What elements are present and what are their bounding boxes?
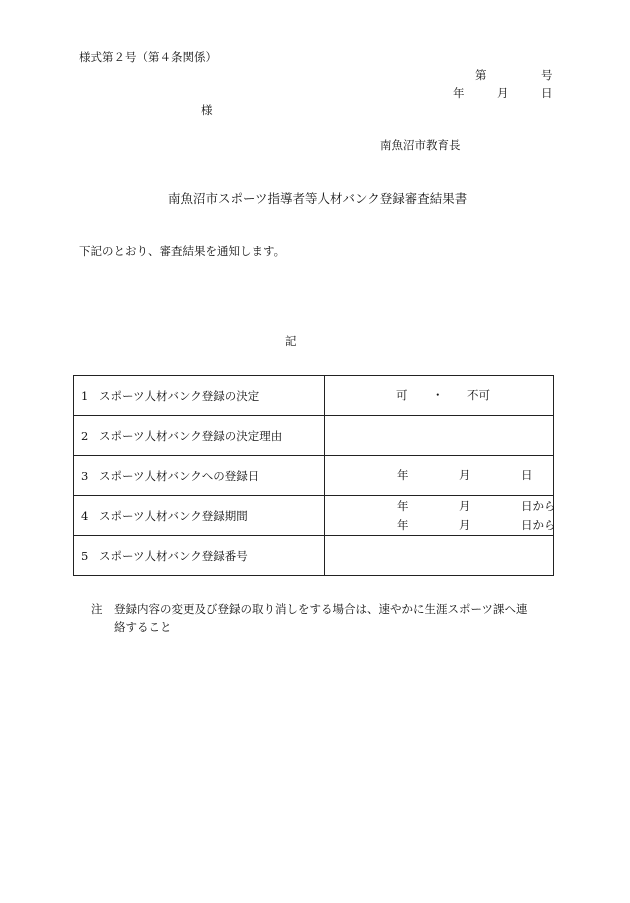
date-month: 月 bbox=[459, 468, 471, 482]
row-label: スポーツ人材バンク登録期間 bbox=[99, 508, 248, 523]
row-label-cell bbox=[74, 456, 325, 496]
note-line-2: 絡すること bbox=[114, 620, 172, 634]
period-end-month: 月 bbox=[459, 518, 471, 532]
row-label-cell bbox=[74, 416, 325, 456]
period-start-day: 日から bbox=[521, 499, 556, 513]
table-row bbox=[74, 496, 554, 536]
row-label-cell bbox=[74, 376, 325, 416]
table-row bbox=[74, 416, 554, 456]
date-year: 年 bbox=[397, 468, 409, 482]
document-title: 南魚沼市スポーツ指導者等人材バンク登録審査結果書 bbox=[168, 191, 468, 206]
decision-yes: 可 bbox=[396, 388, 408, 402]
row-number: 1 bbox=[81, 388, 89, 403]
row-label: スポーツ人材バンク登録の決定理由 bbox=[99, 428, 283, 443]
period-end-year: 年 bbox=[397, 518, 409, 532]
row-number: 4 bbox=[81, 508, 89, 523]
ki-heading: 記 bbox=[285, 334, 297, 348]
result-table bbox=[73, 375, 554, 576]
doc-number-prefix: 第 bbox=[475, 68, 487, 82]
note-line-1: 登録内容の変更及び登録の取り消しをする場合は、速やかに生涯スポーツ課へ連 bbox=[114, 602, 528, 616]
period-start-month: 月 bbox=[459, 499, 471, 513]
doc-number-suffix: 号 bbox=[541, 68, 553, 82]
row-label-cell bbox=[74, 496, 325, 536]
table-row bbox=[74, 456, 554, 496]
form-number: 様式第２号（第４条関係） bbox=[79, 50, 217, 64]
row-label-cell bbox=[74, 536, 325, 576]
registration-number-cell bbox=[325, 536, 554, 576]
decision-separator: ・ bbox=[432, 388, 444, 402]
date-day: 日 bbox=[521, 468, 533, 482]
period-start-year: 年 bbox=[397, 499, 409, 513]
period-end-day: 日から bbox=[521, 518, 556, 532]
row-label: スポーツ人材バンク登録の決定 bbox=[99, 388, 260, 403]
row-number: 3 bbox=[81, 468, 89, 483]
registration-period-cell bbox=[325, 496, 554, 536]
issue-year: 年 bbox=[453, 86, 465, 100]
addressee-honorific: 様 bbox=[201, 103, 213, 117]
note-mark: 注 bbox=[91, 602, 103, 616]
decision-cell bbox=[325, 376, 554, 416]
issuer-name: 南魚沼市教育長 bbox=[380, 138, 461, 152]
table-row bbox=[74, 376, 554, 416]
issue-month: 月 bbox=[497, 86, 509, 100]
row-number: 2 bbox=[81, 428, 89, 443]
reason-cell bbox=[325, 416, 554, 456]
note-block bbox=[91, 600, 557, 636]
registration-date-cell bbox=[325, 456, 554, 496]
row-number: 5 bbox=[81, 548, 89, 563]
table-row bbox=[74, 536, 554, 576]
intro-text: 下記のとおり、審査結果を通知します。 bbox=[79, 244, 286, 258]
row-label: スポーツ人材バンクへの登録日 bbox=[99, 468, 260, 483]
decision-no: 不可 bbox=[467, 388, 490, 402]
row-label: スポーツ人材バンク登録番号 bbox=[99, 548, 248, 563]
issue-day: 日 bbox=[541, 86, 553, 100]
